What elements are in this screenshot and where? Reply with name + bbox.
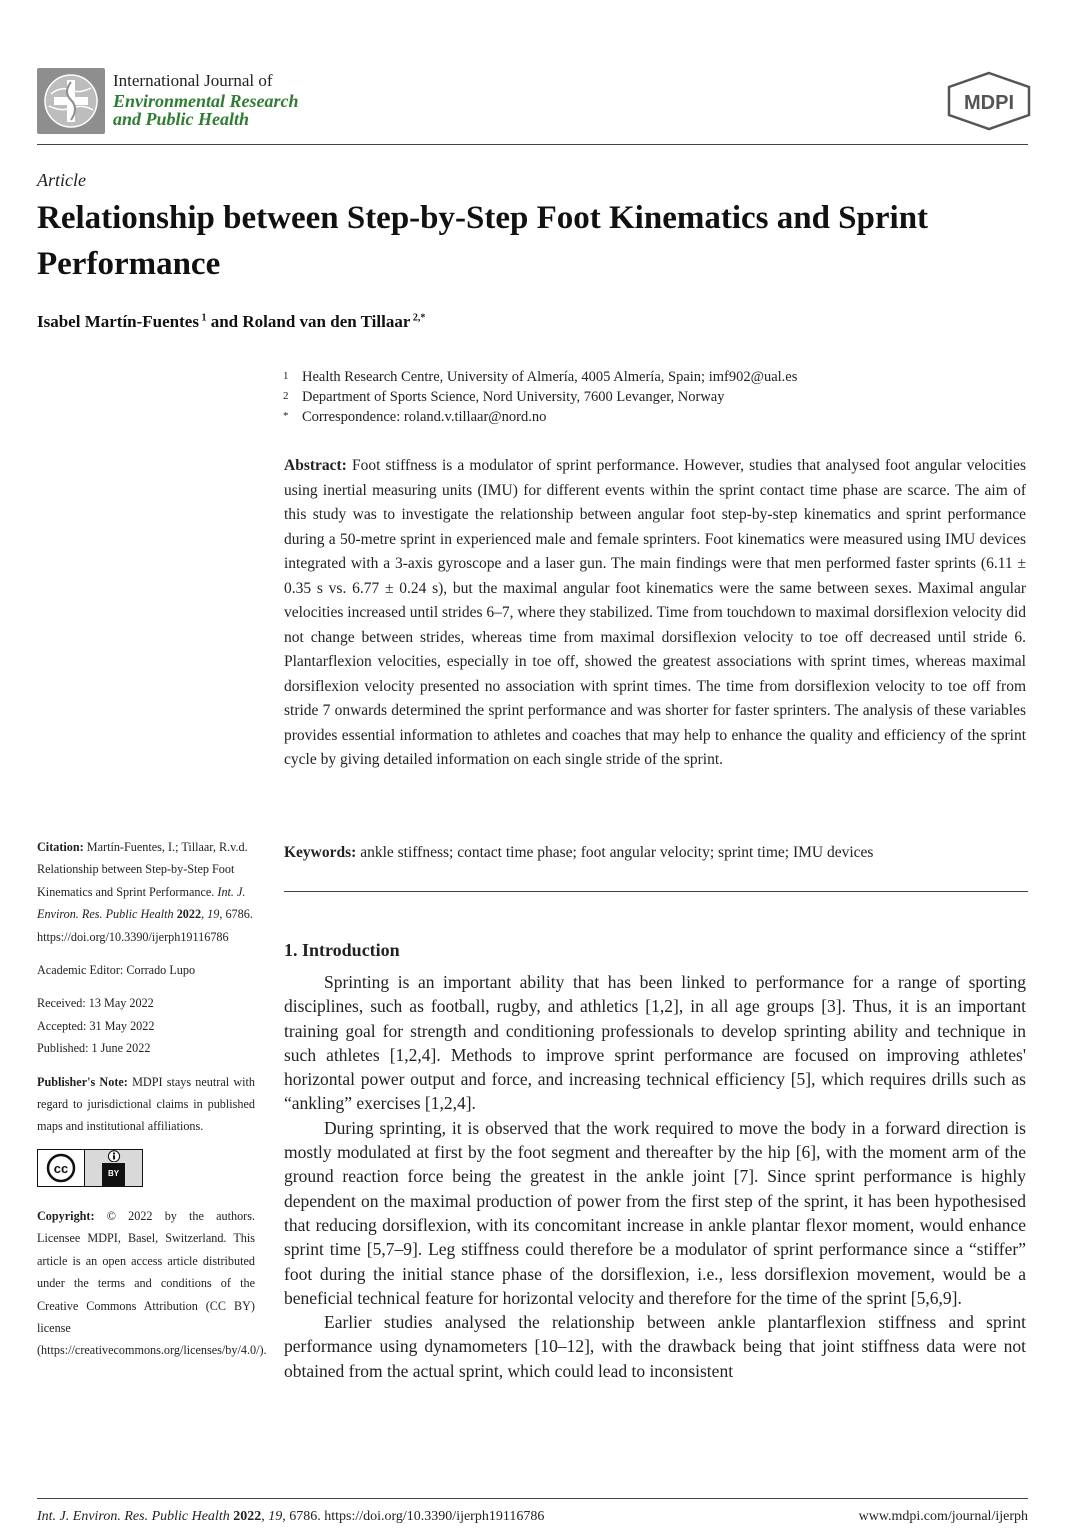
journal-logo xyxy=(37,68,105,134)
affiliation-2: 2 Department of Sports Science, Nord University, 7600 Levanger, Norway xyxy=(283,389,725,405)
copyright: Copyright: © 2022 by the authors. Licensee MDPI, Basel, Switzerland. This article is an open access article distributed under the terms and conditions of the Creative Commons Attribution (CC BY) license (https://creativecommons.org/licenses/by/4.0/). xyxy=(37,1208,267,1358)
affiliation-1: 1 Health Research Centre, University of Almería, 4005 Almería, Spain; imf902@ual.es xyxy=(283,369,798,385)
svg-text:cc: cc xyxy=(53,1160,69,1176)
keywords-divider xyxy=(284,891,1028,892)
mdpi-logo[interactable] xyxy=(945,71,1033,131)
publishers-note: Publisher's Note: MDPI stays neutral with regard to jurisdictional claims in published maps and institutional affiliations. xyxy=(37,1074,255,1134)
journal-name-line1: International Journal of xyxy=(113,71,273,90)
creative-commons-icon xyxy=(38,1150,85,1186)
attribution-icon xyxy=(105,1150,123,1163)
correspondence: * Correspondence: roland.v.tillaar@nord.no xyxy=(283,409,547,425)
cc-by-label: BY xyxy=(102,1163,125,1185)
published-date: Published: 1 June 2022 xyxy=(37,1041,151,1056)
paragraph: Earlier studies analysed the relationship between ankle plantarflexion stiffness and sprint performance using dynamometers [10–12], with the drawback being that joint stiffness data were not obtained from the actual sprint, which could lead to inconsistent xyxy=(284,1312,1026,1381)
keywords-text: ankle stiffness; contact time phase; foot angular velocity; sprint time; IMU devices xyxy=(360,844,874,861)
journal-url-link[interactable]: www.mdpi.com/journal/ijerph xyxy=(858,1509,1028,1524)
header-divider xyxy=(37,144,1028,145)
footer-citation: Int. J. Environ. Res. Public Health 2022, 19, 6786. https://doi.org/10.3390/ijerph19116786 xyxy=(37,1509,545,1524)
author-2: and Roland van den Tillaar xyxy=(206,312,411,331)
journal-name-line3: and Public Health xyxy=(113,109,250,129)
accepted-date: Accepted: 31 May 2022 xyxy=(37,1018,155,1033)
footer-doi-link[interactable]: , 6786. https://doi.org/10.3390/ijerph19116786 xyxy=(282,1509,545,1524)
abstract-label: Abstract: xyxy=(284,457,347,474)
author-1: Isabel Martín-Fuentes xyxy=(37,312,199,331)
abstract-text: Foot stiffness is a modulator of sprint performance. However, studies that analysed foot angular velocities using inertial measuring units (IMU) for different events within the sprint contact time phase are scarce. The aim of this study was to investigate the relationship between angular foot step-by-step kinematics and sprint performance during a 50-metre sprint in experienced male and female sprinters. Foot kinematics were measured using IMU devices integrated with a 3-axis gyroscope and a laser gun. The main findings were that men performed faster sprints (6.11 ± 0.35 s vs. 6.77 ± 0.24 s), but the maximal angular foot kinematics were the same between sexes. Maximal angular velocities increased until strides 6–7, where they stabilized. Time from touchdown to maximal dorsiflexion velocity did not change between strides, whereas time from maximal dorsiflexion velocity to toe off decreased until stride 6. Plantarflexion velocities, especially in toe off, showed the greatest associations with sprint times, whereas maximal dorsiflexion velocity presented no association with sprint times. The time from dorsiflexion velocity to toe off from stride 7 onwards determined the sprint performance and was shorter for faster sprinters. The analysis of these variables provides essential information to athletes and coaches that may help to enhance the quality and efficiency of the sprint cycle by giving detailed information on each single stride of the sprint. xyxy=(284,457,1026,768)
abstract xyxy=(284,454,1026,773)
author-list xyxy=(37,312,425,332)
citation-doi[interactable]: , 6786. https://doi.org/10.3390/ijerph19116786 xyxy=(37,907,253,944)
citation: Citation: Martín-Fuentes, I.; Tillaar, R.v.d. Relationship between Step-by-Step Foot Kinematics and Sprint Performance. Int. J. Environ. Res. Public Health 2022, 19, 6786. https://doi.org/10.3390/ijerph19116786 xyxy=(37,840,253,944)
paragraph: Sprinting is an important ability that has been linked to performance for a range of sporting disciplines, such as football, rugby, and athletics [1,2], in all age groups [3]. Thus, it is an important training goal for strength and conditioning professionals to develop sprinting ability and technique in such athletes [1,2,4]. Methods to improve sprint performance are focused on improving athletes' horizontal power output and force, and increasing technical efficiency [5], which requires drills such as “ankling” exercises [1,2,4]. xyxy=(284,972,1026,1114)
keywords xyxy=(284,844,1026,862)
paragraph: During sprinting, it is observed that the work required to move the body in a forward direction is mostly modulated at first by the foot segment and thereafter by the hip [6], with the moment arm of the ground reaction force being the greatest in the ankle joint [7]. Since sprint performance is highly dependent on the maximal production of power from the first step of the sprint, it has been hypothesised that reducing dorsiflexion, with its concomitant increase in ankle plantar flexor moment, would enhance sprint time [5,7–9]. Leg stiffness could therefore be a modulator of sprint performance since a “stiffer” foot during the initial stance phase of the dorsiflexion, i.e., less dorsiflexion movement, would be a beneficial technical feature for horizontal velocity and therefore for the time of the sprint [5,6,9]. xyxy=(284,1117,1026,1308)
author-2-affil: 2,* xyxy=(412,312,426,324)
article-type: Article xyxy=(37,170,86,190)
cc-by-license-badge[interactable] xyxy=(37,1149,143,1187)
received-date: Received: 13 May 2022 xyxy=(37,996,154,1011)
mdpi-logo-text: MDPI xyxy=(964,92,1014,114)
keywords-label: Keywords: xyxy=(284,844,357,861)
academic-editor: Academic Editor: Corrado Lupo xyxy=(37,963,196,978)
article-title: Relationship between Step-by-Step Foot Kinematics and Sprint Performance xyxy=(37,200,929,282)
globe-icon xyxy=(37,68,105,134)
footer-divider xyxy=(37,1498,1028,1499)
section-heading-introduction: 1. Introduction xyxy=(284,940,400,960)
article-info-sidebar xyxy=(37,836,267,1373)
author-1-affil: 1 xyxy=(201,312,207,324)
introduction-body xyxy=(284,970,1026,1383)
journal-name-line2: Environmental Research xyxy=(113,91,299,111)
